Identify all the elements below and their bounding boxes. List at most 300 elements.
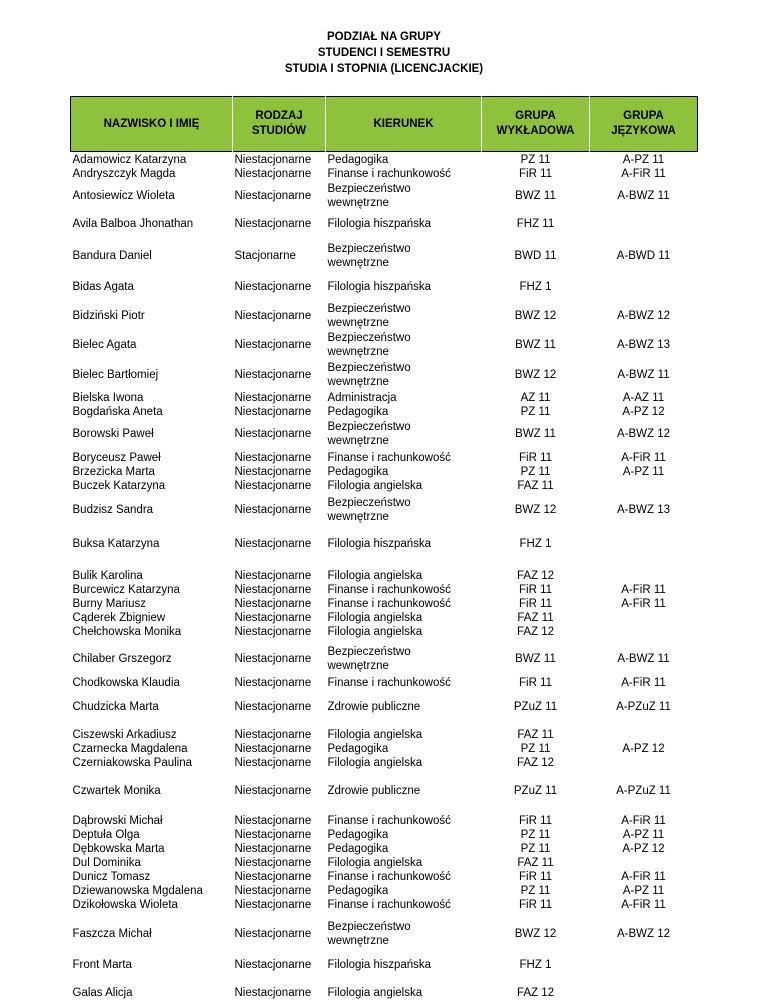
cell-language-group-line: A-BWZ 11	[617, 189, 670, 202]
table-row	[71, 982, 698, 1004]
cell-language-group-line: A-BWZ 13	[616, 339, 671, 351]
cell-study-type	[233, 982, 326, 1004]
cell-language-group	[590, 210, 698, 239]
cell-lecture-group-line: BWD 11	[514, 249, 557, 262]
cell-name	[71, 331, 233, 360]
cell-lecture-group	[482, 182, 590, 210]
cell-study-type-line: Niestacjonarne	[234, 452, 312, 464]
cell-name	[71, 807, 233, 919]
cell-field	[326, 563, 482, 645]
cell-study-type-line: Niestacjonarne	[234, 339, 312, 351]
cell-study-type-line: Niestacjonarne	[234, 959, 312, 971]
cell-study-type-line: Niestacjonarne	[234, 785, 312, 797]
table-row	[71, 360, 698, 390]
cell-language-group-line	[592, 217, 696, 231]
cell-name	[71, 563, 233, 645]
cell-lecture-group-line: FiR 11	[518, 870, 553, 883]
cell-study-type-line: Niestacjonarne	[234, 828, 312, 841]
cell-field-line: Zdrowie publiczne	[327, 701, 421, 713]
cell-study-type-line: Niestacjonarne	[234, 742, 312, 755]
cell-name-line: Andryszczyk Magda	[72, 167, 176, 180]
cell-lecture-group-line: PZ 11	[520, 466, 551, 478]
cell-lecture-group-line: FAZ 12	[516, 986, 555, 999]
cell-field	[326, 239, 482, 273]
cell-language-group-line: A-BWZ 12	[616, 309, 671, 322]
cell-field-line: wewnętrzne	[327, 256, 389, 269]
cell-lecture-group-line: FAZ 11	[517, 480, 554, 492]
cell-study-type-line: Niestacjonarne	[234, 884, 312, 897]
cell-field-line: Filologia angielska	[327, 480, 423, 492]
cell-language-group	[590, 807, 698, 919]
cell-lecture-group-line: FAZ 12	[516, 569, 555, 582]
cell-language-group-line: A-FiR 11	[621, 870, 666, 883]
cell-study-type	[233, 273, 326, 301]
cell-lecture-group	[482, 273, 590, 301]
cell-name-line: Bielska Iwona	[72, 391, 144, 404]
cell-study-type	[233, 693, 326, 722]
cell-field-line: Administracja	[327, 391, 397, 404]
cell-study-type-line: Niestacjonarne	[234, 504, 312, 516]
cell-language-group	[590, 152, 698, 182]
table-header	[71, 97, 698, 152]
cell-field	[326, 449, 482, 496]
cell-study-type	[233, 949, 326, 982]
cell-field-line: wewnętrzne	[327, 316, 389, 329]
cell-lecture-group-line: FiR 11	[518, 597, 553, 610]
cell-name-line: Brzezicka Marta	[72, 466, 155, 478]
header-language-group: GRUPA JĘZYKOWA	[590, 97, 698, 152]
cell-lecture-group-line: PZ 11	[520, 742, 551, 755]
table-row	[71, 563, 698, 645]
cell-name	[71, 360, 233, 390]
cell-lecture-group-line: FHZ 1	[519, 280, 552, 293]
cell-language-group-line: A-BWZ 11	[617, 368, 670, 381]
cell-language-group	[590, 563, 698, 645]
cell-field-line: Finanse i rachunkowość	[327, 814, 451, 827]
cell-name-line: Dziewanowska Mgdalena	[72, 884, 203, 897]
cell-lecture-group	[482, 645, 590, 673]
cell-language-group-line: A-PZ 12	[622, 405, 665, 418]
cell-field-line: Bezpieczeństwo	[327, 182, 411, 195]
cell-name	[71, 919, 233, 949]
cell-name-line: Front Marta	[72, 959, 132, 971]
cell-language-group	[590, 239, 698, 273]
table-row	[71, 182, 698, 210]
cell-field-line: Bezpieczeństwo	[327, 645, 411, 658]
cell-lecture-group-line: FiR 11	[518, 676, 553, 689]
table-row	[71, 210, 698, 239]
cell-name-line: Dul Dominika	[72, 856, 141, 869]
cell-study-type-line: Niestacjonarne	[234, 428, 312, 440]
cell-name	[71, 693, 233, 722]
cell-field-line: Pedagogika	[327, 842, 389, 855]
cell-study-type	[233, 776, 326, 807]
cell-field-line: wewnętrzne	[327, 511, 389, 523]
cell-study-type	[233, 301, 326, 331]
cell-language-group-line: A-PZ 11	[622, 466, 665, 478]
table-row	[71, 449, 698, 496]
cell-study-type	[233, 182, 326, 210]
cell-name	[71, 949, 233, 982]
cell-name	[71, 390, 233, 420]
cell-name	[71, 776, 233, 807]
table-row	[71, 722, 698, 776]
cell-field-line: Finanse i rachunkowość	[327, 452, 451, 464]
cell-field	[326, 182, 482, 210]
cell-study-type	[233, 563, 326, 645]
cell-lecture-group	[482, 563, 590, 645]
cell-study-type-line: Niestacjonarne	[234, 368, 312, 381]
cell-name-line: Dzikołowska Wioleta	[72, 898, 178, 911]
cell-field	[326, 693, 482, 722]
cell-study-type-line: Niestacjonarne	[234, 676, 312, 689]
cell-language-group	[590, 273, 698, 301]
cell-study-type-line: Niestacjonarne	[234, 405, 312, 418]
cell-name-line: Burny Mariusz	[72, 597, 146, 610]
cell-name	[71, 420, 233, 449]
cell-lecture-group-line: FAZ 11	[517, 856, 554, 869]
cell-lecture-group	[482, 807, 590, 919]
cell-field-line: Finanse i rachunkowość	[327, 898, 451, 911]
cell-study-type-line: Niestacjonarne	[234, 756, 312, 769]
cell-name-line: Borowski Paweł	[72, 428, 154, 440]
cell-name-line: Chudzicka Marta	[72, 701, 159, 713]
cell-lecture-group	[482, 390, 590, 420]
cell-field	[326, 949, 482, 982]
cell-study-type-line: Niestacjonarne	[234, 870, 312, 883]
cell-study-type	[233, 360, 326, 390]
cell-field-line: Filologia angielska	[327, 728, 423, 741]
cell-language-group	[590, 449, 698, 496]
table-row	[71, 420, 698, 449]
cell-lecture-group-line: PZ 11	[520, 153, 551, 166]
cell-field-line: Filologia angielska	[327, 856, 423, 869]
table-row	[71, 693, 698, 722]
cell-study-type-line: Niestacjonarne	[234, 842, 312, 855]
cell-field-line: Bezpieczeństwo	[327, 361, 411, 374]
cell-language-group	[590, 525, 698, 563]
cell-name-line: Bidziński Piotr	[72, 309, 145, 322]
cell-study-type-line: Niestacjonarne	[234, 537, 312, 550]
cell-lecture-group-line: BWZ 11	[515, 652, 556, 665]
cell-lecture-group	[482, 152, 590, 182]
cell-lecture-group	[482, 776, 590, 807]
cell-language-group	[590, 673, 698, 693]
cell-language-group-line	[592, 986, 696, 1000]
cell-language-group-line: A-FiR 11	[621, 898, 666, 911]
cell-study-type-line: Niestacjonarne	[234, 218, 312, 230]
header-study-type: RODZAJ STUDIÓW	[233, 97, 326, 152]
cell-language-group-line: A-PZ 11	[622, 153, 665, 166]
cell-field	[326, 776, 482, 807]
table-row	[71, 645, 698, 673]
cell-field-line: Filologia angielska	[327, 569, 423, 582]
cell-lecture-group-line: FHZ 1	[519, 959, 552, 971]
cell-name	[71, 496, 233, 525]
cell-field-line: Filologia hiszpańska	[327, 280, 432, 293]
cell-field	[326, 210, 482, 239]
cell-study-type-line: Niestacjonarne	[234, 480, 312, 492]
cell-name-line: Chełchowska Monika	[72, 625, 182, 638]
cell-lecture-group	[482, 360, 590, 390]
cell-field-line: Filologia angielska	[327, 611, 423, 624]
cell-study-type-line: Niestacjonarne	[234, 167, 312, 180]
cell-language-group-line	[592, 625, 696, 639]
table-row	[71, 152, 698, 182]
cell-language-group	[590, 949, 698, 982]
cell-language-group	[590, 301, 698, 331]
cell-name-line: Czarnecka Magdalena	[72, 742, 188, 755]
cell-name-line: Chodkowska Klaudia	[72, 676, 180, 689]
cell-study-type-line: Niestacjonarne	[234, 611, 312, 624]
cell-study-type	[233, 919, 326, 949]
cell-field-line: Pedagogika	[327, 828, 389, 841]
cell-language-group-line: A-FiR 11	[621, 676, 666, 689]
cell-lecture-group-line: BWZ 12	[514, 504, 557, 516]
cell-language-group	[590, 360, 698, 390]
cell-language-group	[590, 331, 698, 360]
cell-language-group	[590, 420, 698, 449]
cell-lecture-group-line: FiR 11	[518, 583, 553, 596]
cell-lecture-group-line: FiR 11	[518, 814, 553, 827]
table-row	[71, 239, 698, 273]
cell-name-line: Dunicz Tomasz	[72, 870, 151, 883]
cell-name-line: Deptuła Olga	[72, 828, 140, 841]
cell-lecture-group-line: AZ 11	[520, 391, 551, 404]
cell-field	[326, 525, 482, 563]
cell-study-type-line: Niestacjonarne	[234, 701, 312, 713]
cell-lecture-group-line: PZ 11	[520, 884, 551, 897]
cell-field-line: Finanse i rachunkowość	[327, 597, 451, 610]
cell-name-line: Budzisz Sandra	[72, 504, 154, 516]
cell-language-group-line: A-BWD 11	[616, 249, 671, 262]
cell-language-group-line: A-FiR 11	[621, 583, 666, 596]
cell-study-type-line: Niestacjonarne	[234, 652, 312, 665]
cell-language-group-line: A-BWZ 12	[616, 428, 671, 440]
cell-field-line: wewnętrzne	[327, 934, 389, 947]
cell-study-type-line: Niestacjonarne	[234, 466, 312, 478]
cell-language-group	[590, 919, 698, 949]
cell-lecture-group-line: PZ 11	[520, 828, 551, 841]
cell-lecture-group-line: BWZ 11	[515, 339, 556, 351]
document-subtitle: STUDENCI I SEMESTRU	[317, 47, 451, 59]
cell-name-line: Faszcza Michał	[72, 927, 152, 940]
cell-field-line: Filologia hiszpańska	[327, 959, 432, 971]
cell-study-type-line: Niestacjonarne	[234, 625, 312, 638]
cell-study-type	[233, 420, 326, 449]
cell-language-group-line	[592, 569, 696, 583]
cell-name	[71, 645, 233, 673]
cell-lecture-group	[482, 210, 590, 239]
cell-language-group-line	[592, 958, 696, 972]
cell-lecture-group	[482, 919, 590, 949]
cell-lecture-group-line: BWZ 12	[514, 368, 557, 381]
cell-language-group-line	[592, 479, 696, 493]
cell-study-type	[233, 449, 326, 496]
cell-language-group-line: A-PZ 12	[622, 742, 665, 755]
cell-language-group-line: A-AZ 11	[622, 391, 665, 404]
cell-study-type	[233, 152, 326, 182]
cell-name-line: Galas Alicja	[72, 986, 133, 999]
cell-name-line: Buczek Katarzyna	[72, 480, 166, 492]
table-row	[71, 949, 698, 982]
cell-study-type-line: Niestacjonarne	[234, 153, 312, 166]
cell-language-group	[590, 722, 698, 776]
cell-lecture-group-line: BWZ 12	[514, 927, 557, 940]
cell-lecture-group-line: FiR 11	[518, 898, 553, 911]
cell-study-type	[233, 496, 326, 525]
cell-lecture-group-line: FiR 11	[518, 452, 553, 464]
cell-lecture-group	[482, 301, 590, 331]
cell-field	[326, 152, 482, 182]
cell-language-group-line: A-FiR 11	[621, 814, 666, 827]
cell-lecture-group-line: FHZ 1	[519, 537, 552, 550]
cell-name	[71, 210, 233, 239]
cell-field-line: wewnętrzne	[327, 375, 389, 388]
cell-field-line: wewnętrzne	[327, 659, 389, 672]
cell-name	[71, 525, 233, 563]
cell-name	[71, 239, 233, 273]
cell-name	[71, 273, 233, 301]
cell-lecture-group	[482, 693, 590, 722]
cell-field-line: Finanse i rachunkowość	[327, 583, 451, 596]
cell-study-type	[233, 239, 326, 273]
cell-study-type-line: Niestacjonarne	[234, 583, 312, 596]
cell-field	[326, 919, 482, 949]
cell-language-group-line	[592, 611, 696, 625]
cell-field-line: Pedagogika	[327, 153, 389, 166]
cell-lecture-group-line: PZ 11	[520, 842, 551, 855]
cell-name-line: Dębkowska Marta	[72, 842, 165, 855]
table-row	[71, 496, 698, 525]
cell-name-line: Cąderek Zbigniew	[72, 611, 166, 624]
cell-field-line: Bezpieczeństwo	[327, 421, 411, 433]
table-row	[71, 673, 698, 693]
cell-language-group-line: A-BWZ 12	[616, 927, 671, 940]
cell-field-line: Filologia hiszpańska	[327, 218, 432, 230]
cell-study-type-line: Niestacjonarne	[234, 986, 312, 999]
table-row	[71, 273, 698, 301]
cell-name	[71, 722, 233, 776]
cell-lecture-group-line: PZuZ 11	[513, 701, 558, 713]
header-field: KIERUNEK	[326, 97, 482, 152]
cell-field	[326, 673, 482, 693]
cell-name-line: Bielec Bartłomiej	[72, 368, 159, 381]
cell-field-line: Finanse i rachunkowość	[327, 676, 451, 689]
cell-lecture-group	[482, 420, 590, 449]
cell-name-line: Bidas Agata	[72, 280, 134, 293]
cell-language-group	[590, 182, 698, 210]
cell-field	[326, 645, 482, 673]
cell-study-type-line: Niestacjonarne	[234, 898, 312, 911]
cell-language-group-line: A-PZ 11	[622, 828, 665, 841]
cell-lecture-group	[482, 449, 590, 496]
cell-field-line: Filologia angielska	[327, 625, 423, 638]
cell-name-line: Dąbrowski Michał	[72, 814, 163, 827]
cell-name-line: Boryceusz Paweł	[72, 452, 161, 464]
cell-name-line: Bandura Daniel	[72, 249, 152, 262]
cell-language-group-line	[592, 537, 696, 551]
cell-language-group	[590, 645, 698, 673]
cell-name-line: Avila Balboa Jhonathan	[72, 218, 194, 230]
cell-study-type-line: Stacjonarne	[234, 249, 296, 262]
cell-study-type	[233, 525, 326, 563]
cell-field-line: wewnętrzne	[327, 346, 389, 358]
cell-lecture-group	[482, 331, 590, 360]
cell-name-line: Adamowicz Katarzyna	[72, 153, 187, 166]
cell-field-line: Bezpieczeństwo	[327, 920, 411, 933]
cell-lecture-group	[482, 949, 590, 982]
cell-name-line: Czerniakowska Paulina	[72, 756, 193, 769]
cell-language-group-line: A-PZ 12	[622, 842, 665, 855]
cell-language-group	[590, 982, 698, 1004]
cell-name-line: Bogdańska Aneta	[72, 405, 163, 418]
table-row	[71, 776, 698, 807]
cell-lecture-group-line: FAZ 11	[517, 611, 554, 624]
cell-study-type	[233, 673, 326, 693]
table-row	[71, 301, 698, 331]
cell-field	[326, 331, 482, 360]
document-title: PODZIAŁ NA GRUPY	[327, 31, 441, 43]
cell-lecture-group-line: BWZ 11	[515, 428, 556, 440]
cell-language-group-line: A-PZuZ 11	[616, 701, 671, 713]
cell-name-line: Bulik Karolina	[72, 569, 143, 582]
cell-lecture-group-line: FAZ 11	[517, 728, 554, 741]
cell-study-type-line: Niestacjonarne	[234, 189, 312, 202]
cell-name-line: Ciszewski Arkadiusz	[72, 728, 177, 741]
cell-lecture-group-line: PZuZ 11	[513, 785, 558, 797]
cell-lecture-group-line: FHZ 11	[516, 218, 555, 230]
cell-study-type-line: Niestacjonarne	[234, 927, 312, 940]
cell-lecture-group	[482, 673, 590, 693]
cell-language-group-line: A-PZuZ 11	[616, 785, 671, 797]
cell-lecture-group-line: FAZ 12	[516, 625, 555, 638]
cell-study-type	[233, 331, 326, 360]
cell-field	[326, 390, 482, 420]
cell-field	[326, 360, 482, 390]
cell-name-line: Buksa Katarzyna	[72, 537, 160, 550]
cell-field	[326, 301, 482, 331]
cell-field-line: Pedagogika	[327, 742, 389, 755]
cell-name	[71, 673, 233, 693]
cell-study-type	[233, 807, 326, 919]
cell-lecture-group	[482, 982, 590, 1004]
cell-field-line: Finanse i rachunkowość	[327, 167, 451, 180]
cell-field	[326, 496, 482, 525]
cell-name	[71, 449, 233, 496]
table-row	[71, 807, 698, 919]
header-lecture-group: GRUPA WYKŁADOWA	[482, 97, 590, 152]
cell-field	[326, 722, 482, 776]
cell-study-type-line: Niestacjonarne	[234, 391, 312, 404]
table-row	[71, 390, 698, 420]
cell-study-type-line: Niestacjonarne	[234, 597, 312, 610]
header-name: NAZWISKO I IMIĘ	[71, 97, 233, 152]
cell-study-type	[233, 722, 326, 776]
cell-language-group	[590, 496, 698, 525]
cell-study-type	[233, 210, 326, 239]
cell-field-line: Bezpieczeństwo	[327, 242, 411, 255]
cell-language-group-line: A-FiR 11	[621, 452, 666, 464]
cell-language-group-line: A-FiR 11	[621, 167, 666, 180]
cell-study-type-line: Niestacjonarne	[234, 280, 312, 293]
cell-field-line: Filologia angielska	[327, 986, 423, 999]
cell-field-line: Pedagogika	[327, 884, 389, 897]
cell-name	[71, 982, 233, 1004]
cell-name-line: Czwartek Monika	[72, 785, 161, 797]
table-row	[71, 919, 698, 949]
cell-lecture-group-line: BWZ 12	[514, 309, 557, 322]
